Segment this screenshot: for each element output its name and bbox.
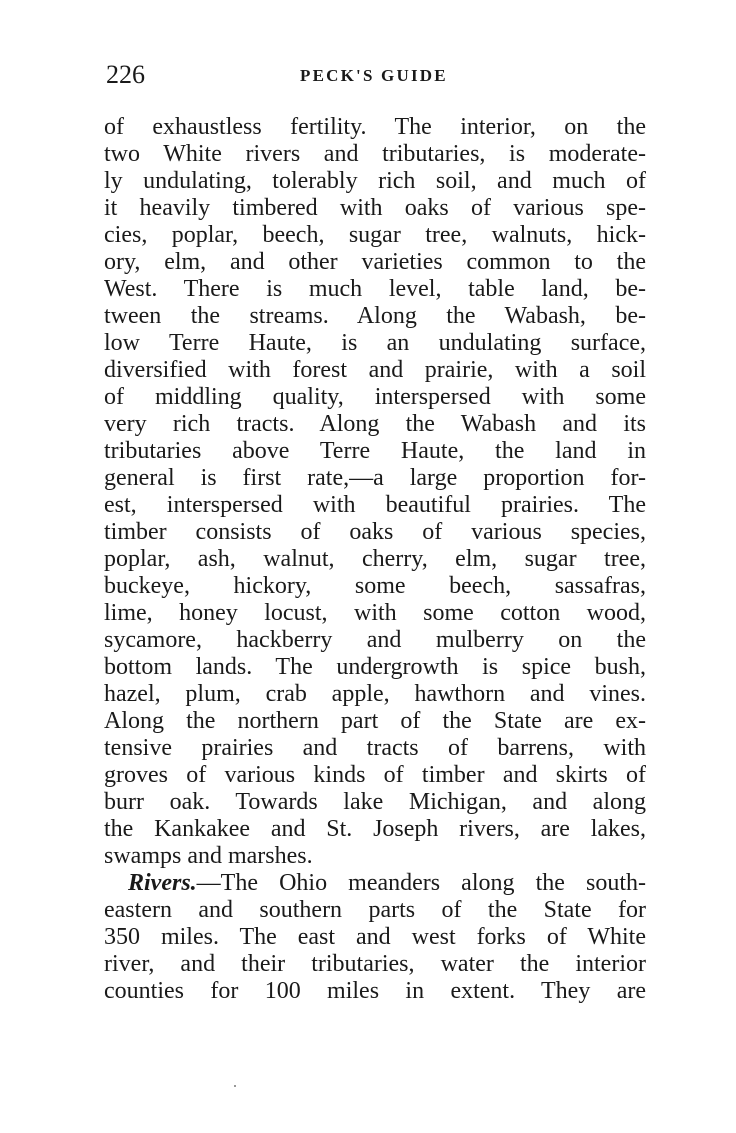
text-line: diversified with forest and prairie, with a soil: [104, 357, 646, 383]
text-line: tween the streams. Along the Wabash, be-: [104, 303, 646, 329]
text-line: sycamore, hackberry and mulberry on the: [104, 627, 646, 653]
text-line: swamps and marshes.: [104, 843, 313, 869]
text-line: timber consists of oaks of various species,: [104, 519, 646, 545]
text-line: lime, honey locust, with some cotton wood,: [104, 600, 646, 626]
text-line: ory, elm, and other varieties common to the: [104, 249, 646, 275]
text-line: bottom lands. The undergrowth is spice bush,: [104, 654, 646, 680]
text-line: buckeye, hickory, some beech, sassafras,: [104, 573, 646, 599]
text-line: poplar, ash, walnut, cherry, elm, sugar tree,: [104, 546, 646, 572]
page-body-text: [104, 114, 646, 1005]
text-line: very rich tracts. Along the Wabash and its: [104, 411, 646, 437]
text-line: it heavily timbered with oaks of various spe-: [104, 195, 646, 221]
page-speck: [234, 1085, 236, 1087]
text-line: hazel, plum, crab apple, hawthorn and vines.: [104, 681, 646, 707]
text-line: of exhaustless fertility. The interior, on the: [104, 114, 646, 140]
text-line: tributaries above Terre Haute, the land in: [104, 438, 646, 464]
text-line: burr oak. Towards lake Michigan, and along: [104, 789, 646, 815]
text-line: counties for 100 miles in extent. They are: [104, 978, 646, 1004]
text-line: tensive prairies and tracts of barrens, with: [104, 735, 646, 761]
rivers-first-line-text: —The Ohio meanders along the south-: [196, 870, 646, 896]
rivers-heading: Rivers.: [128, 870, 197, 896]
text-line: cies, poplar, beech, sugar tree, walnuts, hick-: [104, 222, 646, 248]
text-line: two White rivers and tributaries, is moderate-: [104, 141, 646, 167]
page-number: 226: [106, 60, 145, 89]
text-line: general is first rate,—a large proportion for-: [104, 465, 646, 491]
text-line: of middling quality, interspersed with some: [104, 384, 646, 410]
text-line: ly undulating, tolerably rich soil, and much of: [104, 168, 646, 194]
text-line: low Terre Haute, is an undulating surface,: [104, 330, 646, 356]
running-head: PECK'S GUIDE: [300, 66, 448, 85]
text-line: Along the northern part of the State are ex-: [104, 708, 646, 734]
text-line: West. There is much level, table land, be-: [104, 276, 646, 302]
text-line: eastern and southern parts of the State for: [104, 897, 646, 923]
text-line: river, and their tributaries, water the interior: [104, 951, 646, 977]
text-line: est, interspersed with beautiful prairies. The: [104, 492, 646, 518]
text-line: 350 miles. The east and west forks of White: [104, 924, 646, 950]
text-line: groves of various kinds of timber and skirts of: [104, 762, 646, 788]
rivers-paragraph-first-line: [104, 870, 646, 897]
text-line: the Kankakee and St. Joseph rivers, are lakes,: [104, 816, 646, 842]
